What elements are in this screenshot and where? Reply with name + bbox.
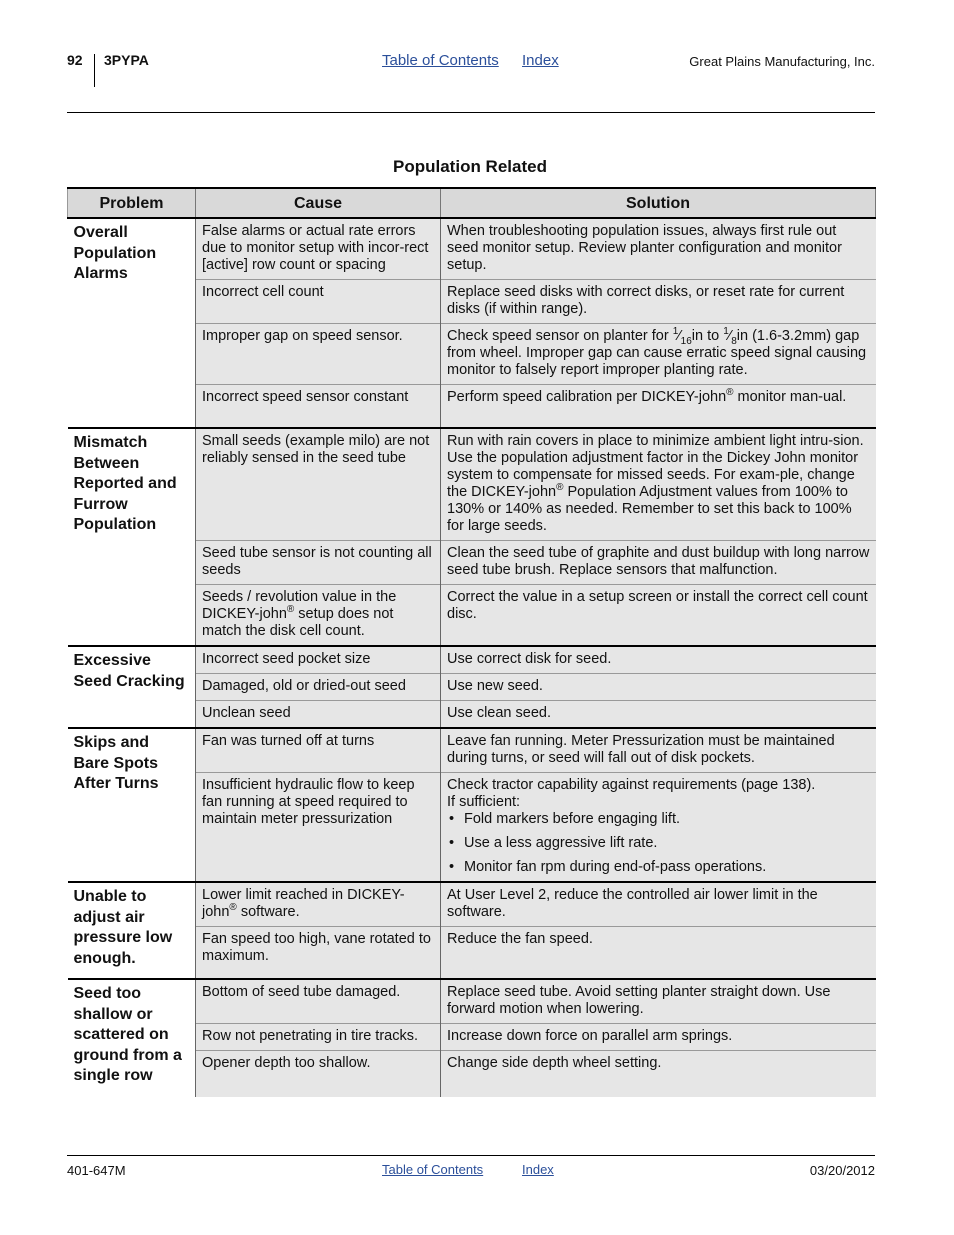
document-date: 03/20/2012 — [809, 1163, 875, 1178]
solution-cell: Perform speed calibration per DICKEY-john® monitor man-ual. — [441, 385, 876, 429]
cause-cell: Seed tube sensor is not counting all seeds — [196, 541, 441, 585]
table-row — [68, 428, 876, 541]
problem-cell: Overall Population Alarms — [68, 218, 196, 428]
problem-cell: Seed too shallow or scattered on ground from a single row — [68, 979, 196, 1097]
fraction: $^1⁄_8$ — [723, 326, 737, 347]
column-header-solution: Solution — [441, 188, 876, 218]
header-divider — [94, 54, 95, 87]
solution-cell: Run with rain covers in place to minimize ambient light intru-sion. Use the population adjustment factor in the Dickey John monitor system to compensate for missed seeds. For exam-ple, change the DICKEY-john® Population Adjustment values from 100% to 130% or 140% as needed. Remember to set this back to 100% for large seeds. — [441, 428, 876, 541]
cause-cell: False alarms or actual rate errors due to monitor setup with incor-rect [active] row count or spacing — [196, 218, 441, 280]
cause-cell: Incorrect seed pocket size — [196, 646, 441, 674]
document-number: 401-647M — [67, 1163, 126, 1178]
model-name: 3PYPA — [104, 52, 149, 68]
registered-mark: ® — [556, 482, 564, 494]
solution-cell: Replace seed tube. Avoid setting planter straight down. Use forward motion when lowering. — [441, 979, 876, 1024]
cause-cell: Row not penetrating in tire tracks. — [196, 1024, 441, 1051]
footer-rule — [67, 1155, 875, 1156]
solution-cell: Clean the seed tube of graphite and dust buildup with long narrow seed tube brush. Replace sensors that malfunction. — [441, 541, 876, 585]
header-rule — [67, 112, 875, 113]
cause-cell: Small seeds (example milo) are not reliably sensed in the seed tube — [196, 428, 441, 541]
cause-cell: Bottom of seed tube damaged. — [196, 979, 441, 1024]
list-item: • Fold markers before engaging lift. — [447, 811, 870, 828]
troubleshooting-table — [67, 187, 876, 1097]
cause-cell: Seeds / revolution value in the DICKEY-john® setup does not match the disk cell count. — [196, 585, 441, 647]
table-row — [68, 218, 876, 280]
column-header-problem: Problem — [68, 188, 196, 218]
list-item: • Use a less aggressive lift rate. — [447, 835, 870, 852]
problem-cell: Skips and Bare Spots After Turns — [68, 728, 196, 882]
registered-mark: ® — [726, 387, 734, 399]
cause-cell: Lower limit reached in DICKEY-john® software. — [196, 882, 441, 927]
table-row — [68, 882, 876, 927]
index-link[interactable]: Index — [522, 52, 559, 69]
table-header-row — [68, 188, 876, 218]
table-row — [68, 728, 876, 773]
solution-cell: Check tractor capability against requirements (page 138). If sufficient: • Fold markers before engaging lift. • Use a less aggressive lift rate. • Monitor fan rpm during end-of-pass operations. — [441, 773, 876, 883]
company-name: Great Plains Manufacturing, Inc. — [689, 54, 875, 69]
solution-cell: When troubleshooting population issues, always first rule out seed monitor setup. Review planter configuration and monitor setup. — [441, 218, 876, 280]
table-row — [68, 979, 876, 1024]
registered-mark: ® — [286, 604, 295, 616]
solution-cell: Use correct disk for seed. — [441, 646, 876, 674]
solution-cell: Replace seed disks with correct disks, or reset rate for current disks (if within range). — [441, 280, 876, 324]
solution-cell: Use new seed. — [441, 674, 876, 701]
page-number: 92 — [67, 52, 83, 68]
cause-cell: Incorrect cell count — [196, 280, 441, 324]
cause-cell: Fan speed too high, vane rotated to maximum. — [196, 927, 441, 980]
cause-cell: Unclean seed — [196, 701, 441, 729]
cause-cell: Insufficient hydraulic flow to keep fan running at speed required to maintain meter pressurization — [196, 773, 441, 883]
problem-cell: Excessive Seed Cracking — [68, 646, 196, 728]
solution-cell: Increase down force on parallel arm springs. — [441, 1024, 876, 1051]
cause-cell: Opener depth too shallow. — [196, 1051, 441, 1098]
solution-cell: At User Level 2, reduce the controlled air lower limit in the software. — [441, 882, 876, 927]
table-of-contents-link[interactable]: Table of Contents — [382, 1162, 484, 1177]
solution-cell: Leave fan running. Meter Pressurization must be maintained during turns, or seed will fall out of disk pockets. — [441, 728, 876, 773]
solution-cell: Change side depth wheel setting. — [441, 1051, 876, 1098]
problem-cell: Mismatch Between Reported and Furrow Population — [68, 428, 196, 646]
fraction: $^1⁄_{16}$ — [672, 326, 692, 347]
cause-cell: Incorrect speed sensor constant — [196, 385, 441, 429]
section-title: Population Related — [393, 157, 547, 176]
cause-cell: Fan was turned off at turns — [196, 728, 441, 773]
solution-cell: Correct the value in a setup screen or install the correct cell count disc. — [441, 585, 876, 647]
table-row — [68, 646, 876, 674]
solution-cell: Check speed sensor on planter for $^1⁄_{16}in$ to $^1⁄_8in$ (1.6-3.2mm) gap from wheel. Improper gap can cause erratic speed signal causing monitor to falsely report improper planting rate. — [441, 324, 876, 385]
column-header-cause: Cause — [196, 188, 441, 218]
cause-cell: Damaged, old or dried-out seed — [196, 674, 441, 701]
solution-cell: Use clean seed. — [441, 701, 876, 729]
list-item: • Monitor fan rpm during end-of-pass operations. — [447, 859, 870, 876]
table-of-contents-link[interactable]: Table of Contents — [382, 52, 499, 69]
problem-cell: Unable to adjust air pressure low enough. — [68, 882, 196, 979]
cause-cell: Improper gap on speed sensor. — [196, 324, 441, 385]
registered-mark: ® — [229, 902, 237, 914]
solution-text: Check speed sensor on planter for — [447, 328, 673, 344]
bullet-list — [447, 811, 870, 876]
index-link[interactable]: Index — [522, 1162, 554, 1177]
solution-cell: Reduce the fan speed. — [441, 927, 876, 980]
